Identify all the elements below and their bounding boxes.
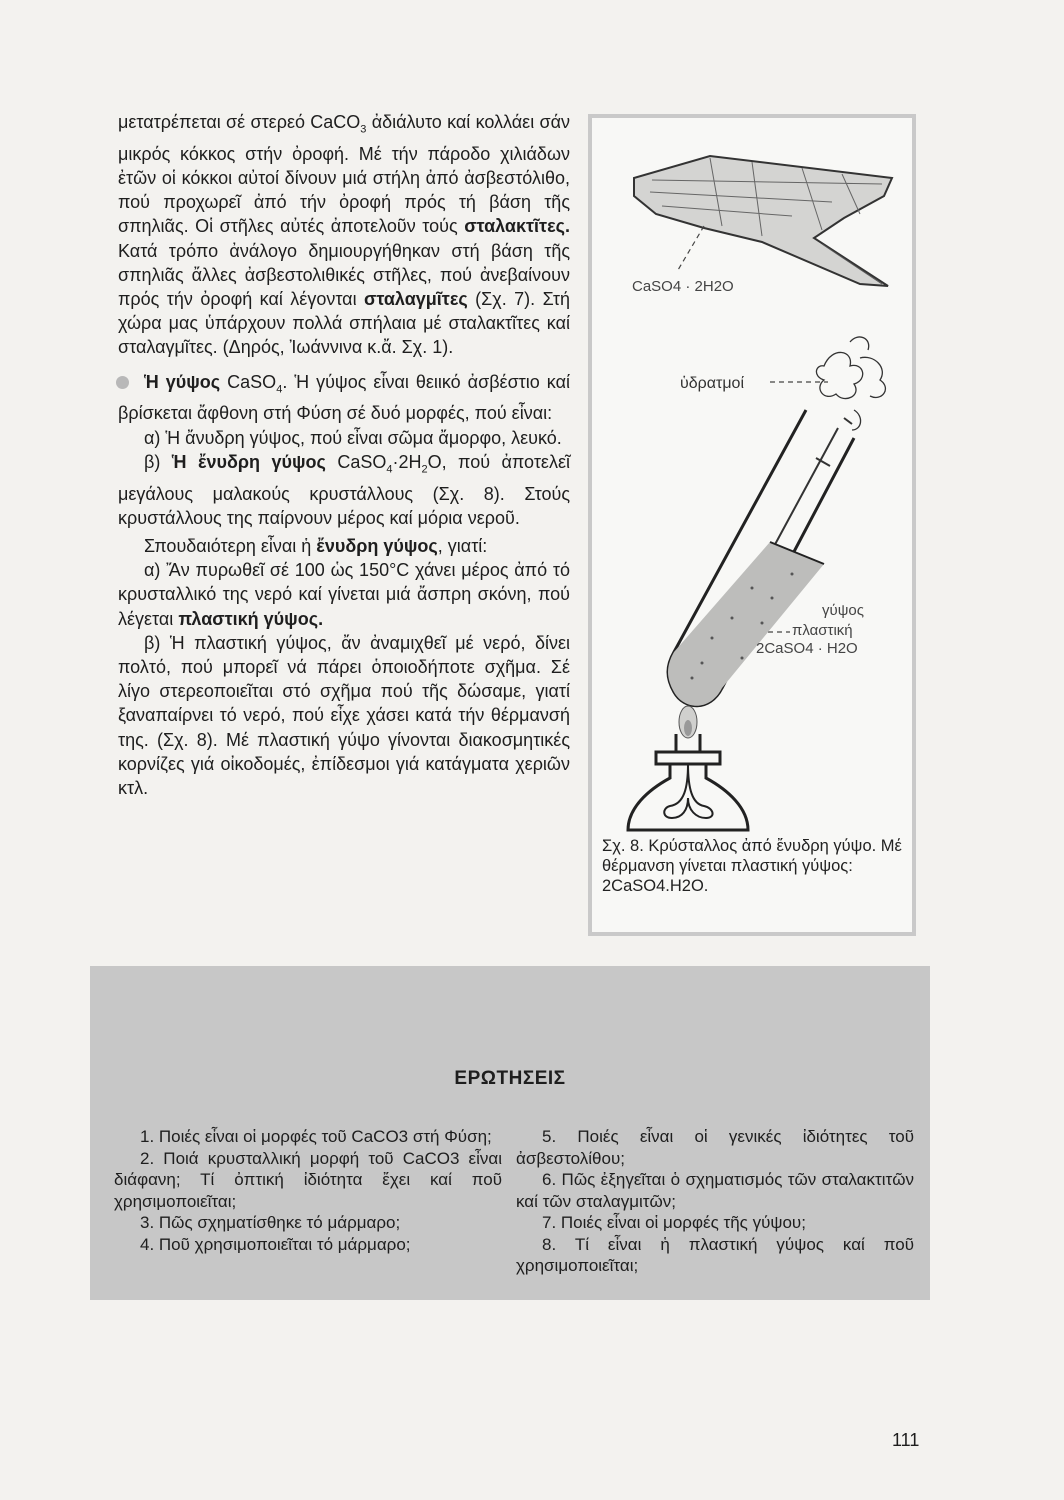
term-plaster: πλαστική γύψος. [178, 608, 324, 629]
flame-illustration [679, 706, 697, 738]
spirit-lamp-illustration [628, 734, 748, 830]
page-number: 111 [892, 1430, 920, 1450]
question-item: 8. Τί εἶναι ἡ πλαστική γύψος καί ποῦ χρησιμοποιεῖται; [516, 1234, 914, 1275]
figure-8 [588, 114, 916, 936]
question-item: 2. Ποιά κρυσταλλική μορφή τοῦ CaCO3 εἶναι διάφανη; Τί ὀπτική ἰδιότητα ἔχει καί ποῦ χρησιμοποιεῖται; [114, 1148, 502, 1211]
question-item: 1. Ποιές εἶναι οἱ μορφές τοῦ CaCO3 στή Φύση; [140, 1127, 492, 1146]
label-gypsum-line1: γύψος [822, 602, 864, 619]
paragraph-gypsum-intro: Ἡ γύψος CaSO$_4$. Ἡ γύψος εἶναι θειικό ἀσβέστιο καί βρίσκεται ἄφθονη στή Φύση σέ δυό μορφές, πού εἶναι: [118, 371, 570, 424]
question-item: 4. Ποῦ χρησιμοποιεῖται τό μάρμαρο; [140, 1234, 411, 1254]
paragraph-hydrous: β) Ἡ ἔνυδρη γύψος $CaSO_4\cdot 2H_2O$, πού ἀποτελεῖ μεγάλους μαλακούς κρυστάλλους (Σχ. 8). Στούς κρυστάλλους της παίρνουν μέρος καί μόρια νεροῦ. [118, 451, 570, 528]
steam-puffs-illustration [816, 337, 885, 430]
paragraph-stalactites: μετατρέπεται σέ στερεό CaCO$_3$ ἀδιάλυτο καί κολλάει σάν μικρός κόκκος στήν ὀροφή. Μέ τήν πάροδο χιλιάδων ἐτῶν οἱ κόκκοι αὐτοί δίνουν μιά στήλη ἀπό ἀσβεστόλιθο, πού προχωρεῖ ἀπό τήν ὀροφή πρός τή βάση τῆς σπηλιᾶς. Οἱ στῆλες αὐτές ἀποτελοῦν τούς σταλακτῖτες. Κατά τρόπο ἀνάλογο δημιουργήθηκαν στή βάση τῆς σπηλιᾶς ἄλλες ἀσβεστολιθικές στῆλες, πού ἀνεβαίνουν πρός τήν ὀροφή καί λέγονται σταλαγμῖτες (Σχ. 7). Στή χώρα μας ὑπάρχουν πολλά σπήλαια μέ σταλακτῖτες καί σταλαγμῖτες. (Δηρός, Ἰωάννινα κ.ἄ. Σχ. 1). [118, 112, 570, 358]
term-stalagmites: σταλαγμῖτες [364, 289, 468, 310]
paragraph-heating: α) Ἄν πυρωθεῖ σέ 100 ὡς 150°C χάνει μέρος ἀπό τό κρυσταλλικό της νερό καί γίνεται μιά ἄσπρη σκόνη, πού λέγεται πλαστική γύψος. [118, 560, 570, 629]
question-item: 3. Πῶς σχηματίσθηκε τό μάρμαρο; [140, 1213, 401, 1232]
label-gypsum-line3: 2CaSO4 · H2O [756, 640, 858, 657]
label-gypsum-line2: πλαστική [792, 622, 853, 639]
question-item: 6. Πῶς ἐξηγεῖται ὁ σχηματισμός τῶν σταλακτιτῶν καί τῶν σταλαγμιτῶν; [516, 1170, 914, 1211]
question-item: 5. Ποιές εἶναι οἱ γενικές ἰδιότητες τοῦ ἀσβεστολίθου; [516, 1127, 914, 1168]
label-crystal-formula: CaSO4 · 2H2O [632, 278, 734, 295]
gypsum-crystal-illustration [634, 156, 892, 286]
heading-gypsum: Ἡ γύψος [144, 371, 221, 392]
questions-right-column [516, 1126, 914, 1277]
bullet-icon [116, 376, 129, 389]
figure-drawing [592, 118, 912, 932]
paragraph-importance: Σπουδαιότερη εἶναι ἡ ἔνυδρη γύψος, γιατί: [144, 536, 488, 557]
paragraph-plaster-use: β) Ἡ πλαστική γύψος, ἄν ἀναμιχθεῖ μέ νερό, δίνει πολτό, πού μπορεῖ νά πάρει ὁποιοδήποτε σχῆμα. Σέ λίγο στερεοποιεῖται στό σχῆμα πού τῆς δώσαμε, γιατί ξαναπαίρνει τό νερό, πού εἶχε χάσει κατά τήν θέρμανσή της. (Σχ. 8). Μέ πλαστική γύψο γίνονται διακοσμητικές κορνίζες γιά οἰκοδομές, ἐπίδεσμοι γιά κατάγματα χεριῶν κτλ. [118, 632, 570, 799]
question-item: 7. Ποιές εἶναι οἱ μορφές τῆς γύψου; [542, 1213, 806, 1232]
questions-title: ΕΡΩΤΗΣΕΙΣ [454, 1068, 566, 1089]
paragraph-anhydrous: α) Ἡ ἄνυδρη γύψος, πού εἶναι σῶμα ἄμορφο, λευκό. [144, 427, 562, 448]
questions-left-column [114, 1126, 502, 1255]
main-text-column [118, 110, 570, 800]
label-water-vapor: ὑδρατμοί [680, 375, 744, 392]
test-tube-illustration [668, 410, 854, 706]
term-stalactites: σταλακτῖτες. [464, 216, 570, 237]
questions-box [90, 966, 930, 1300]
term-hydrous-gypsum: Ἡ ἔνυδρη γύψος [171, 451, 326, 472]
figure-caption: Σχ. 8. Κρύσταλλος ἀπό ἔνυδρη γύψο. Μέ θέρμανση γίνεται πλαστική γύψος: 2CaSO4.H2O. [602, 837, 902, 895]
